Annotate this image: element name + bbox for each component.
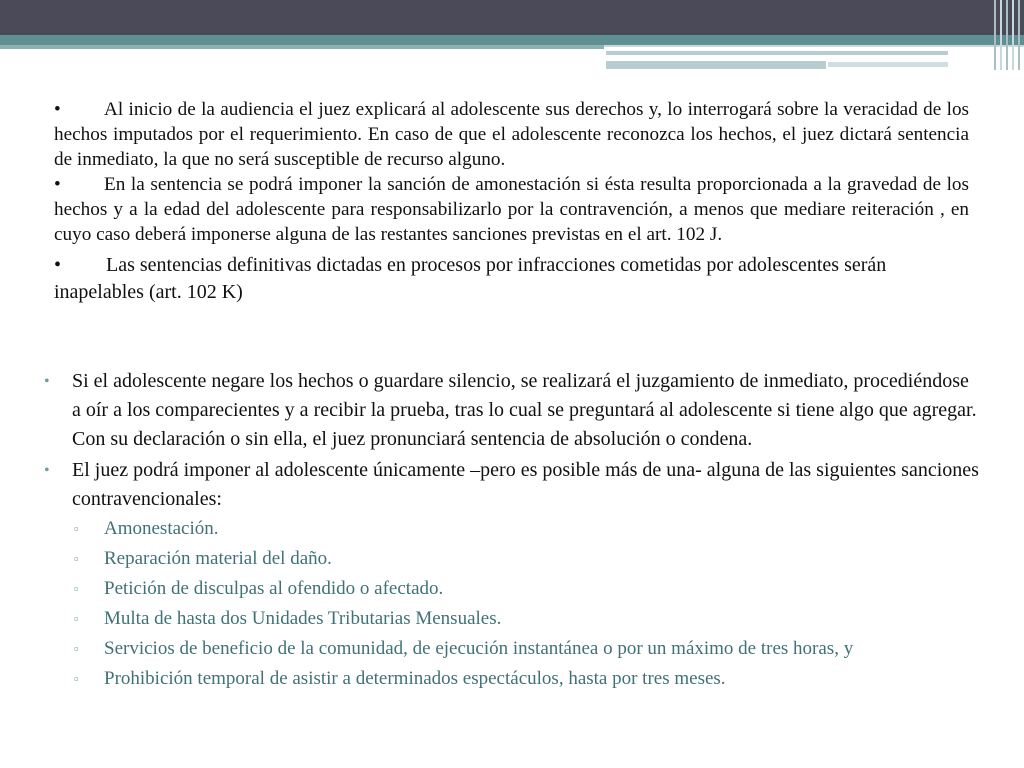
- list-item: [40, 456, 980, 514]
- sub-bullet-marker: ▫: [74, 581, 79, 596]
- quoted-paragraphs: [54, 97, 969, 306]
- sub-bullet-marker: ▫: [74, 641, 79, 656]
- sub-bullet-marker: ▫: [74, 551, 79, 566]
- paragraph-3: [54, 252, 969, 306]
- sanction-text: Petición de disculpas al ofendido o afectado.: [104, 578, 444, 599]
- main-list: [40, 367, 980, 696]
- sub-bullet-marker: ▫: [74, 671, 79, 686]
- header-rule-right: [604, 45, 1024, 47]
- header-accent-bar: [606, 51, 948, 55]
- sub-bullet-marker: ▫: [74, 521, 79, 536]
- sanction-item: [40, 546, 980, 571]
- list-item-text: El juez podrá imponer al adolescente únicamente –pero es posible más de una- alguna de las siguientes sanciones contravencionales:: [72, 459, 979, 510]
- sanction-item: [40, 516, 980, 541]
- sanction-text: Prohibición temporal de asistir a determinados espectáculos, hasta por tres meses.: [104, 668, 726, 689]
- bullet-marker: •: [54, 99, 61, 120]
- paragraph-1: [54, 97, 969, 172]
- sanction-item: [40, 606, 980, 631]
- sanctions-list: [40, 516, 980, 691]
- bullet-marker: •: [54, 254, 62, 276]
- header-band-teal: [0, 35, 1024, 45]
- sanction-text: Servicios de beneficio de la comunidad, de ejecución instantánea o por un máximo de tres horas, y: [104, 638, 854, 659]
- sanction-text: Reparación material del daño.: [104, 548, 332, 569]
- list-item-text: Si el adolescente negare los hechos o guardare silencio, se realizará el juzgamiento de inmediato, procediéndose a oír a los comparecientes y a recibir la prueba, tras lo cual se preguntará al adolescente si tiene algo que agregar. Con su declaración o sin ella, el juez pronunciará sentencia de absolución o condena.: [72, 370, 977, 450]
- header-accent-bar: [606, 61, 826, 69]
- header-vertical-stripes: [990, 0, 1024, 70]
- header-accent-bar: [828, 62, 948, 67]
- header-rule-left: [0, 45, 604, 49]
- paragraph-2: [54, 172, 969, 247]
- bullet-marker: •: [44, 373, 50, 390]
- paragraph-text: Al inicio de la audiencia el juez explicará al adolescente sus derechos y, lo interrogará sobre la veracidad de los hechos imputados por el requerimiento. En caso de que el adolescente reconozca los hechos, el juez dictará sentencia de inmediato, la que no será susceptible de recurso alguno.: [54, 99, 969, 170]
- paragraph-text: En la sentencia se podrá imponer la sanción de amonestación si ésta resulta proporcionada a la gravedad de los hechos y a la edad del adolescente para responsabilizarlo por la contravención, a menos que mediare reiteración , en cuyo caso deberá imponerse alguna de las restantes sanciones previstas en el art. 102 J.: [54, 174, 969, 245]
- list-item: [40, 367, 980, 454]
- sanction-item: [40, 666, 980, 691]
- sanction-item: [40, 576, 980, 601]
- sanction-text: Multa de hasta dos Unidades Tributarias Mensuales.: [104, 608, 502, 629]
- sub-bullet-marker: ▫: [74, 611, 79, 626]
- sanction-text: Amonestación.: [104, 518, 219, 539]
- header-band-dark: [0, 0, 1024, 35]
- paragraph-text: Las sentencias definitivas dictadas en procesos por infracciones cometidas por adolescentes serán inapelables (art. 102 K): [54, 254, 887, 303]
- sanction-item: [40, 636, 980, 661]
- bullet-marker: •: [54, 174, 61, 195]
- bullet-marker: •: [44, 462, 50, 479]
